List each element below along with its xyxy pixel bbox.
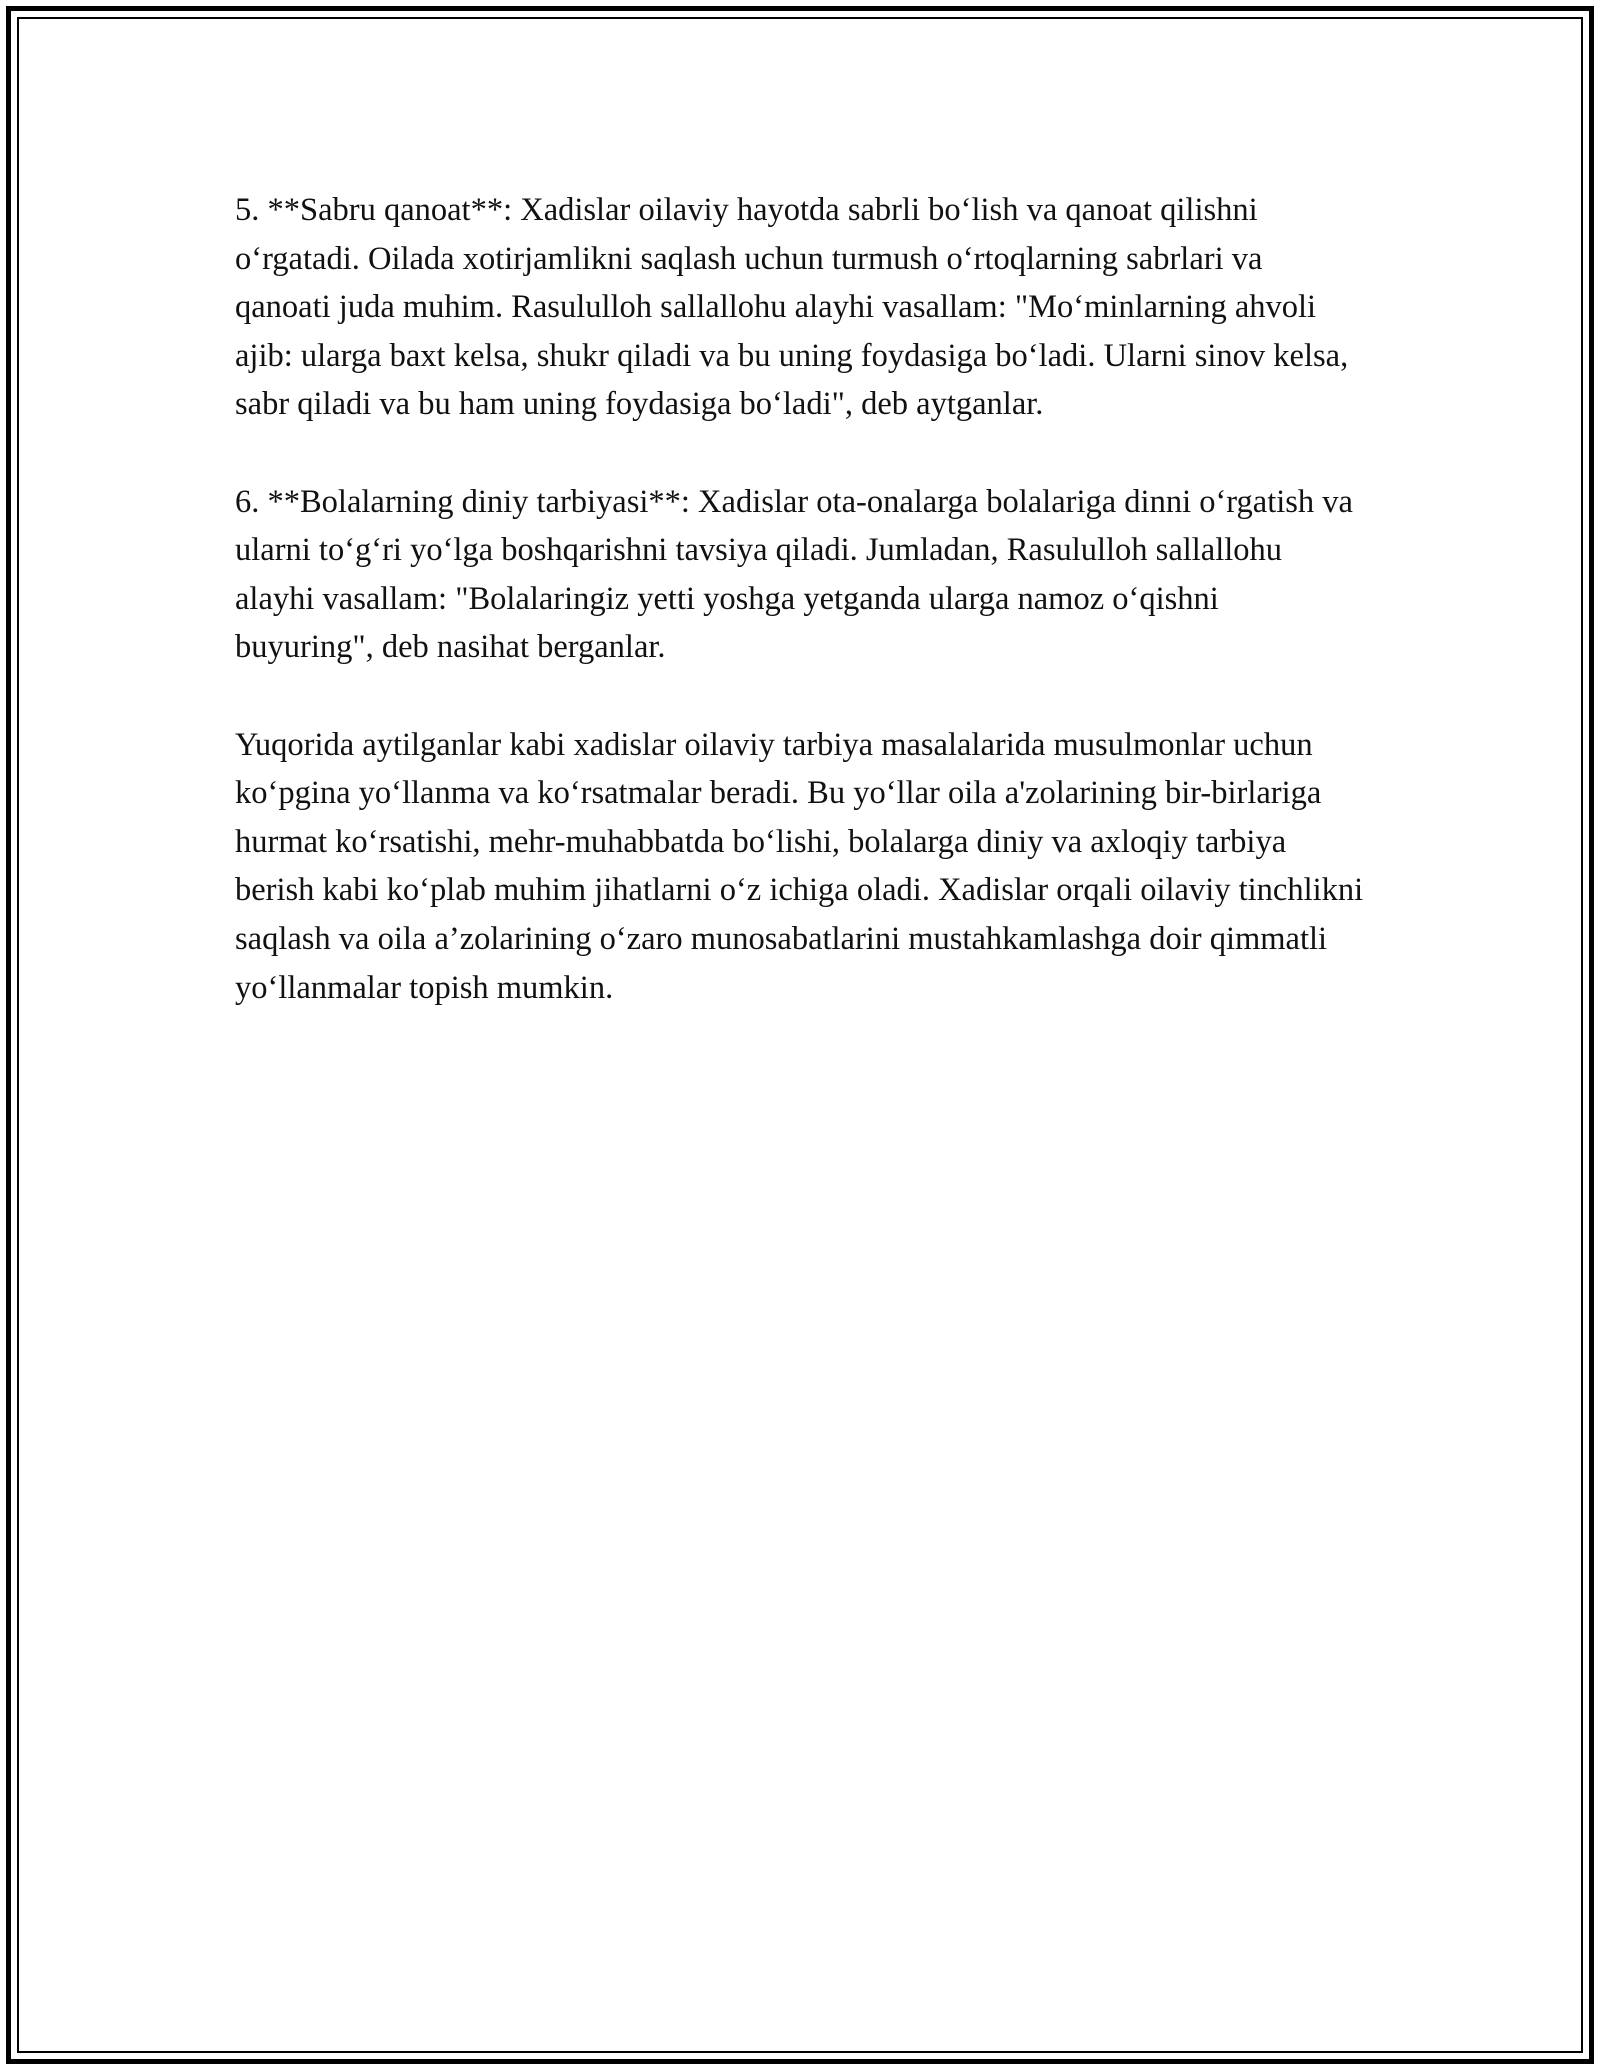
paragraph-sabru-qanoat: 5. **Sabru qanoat**: Xadislar oilaviy hayotda sabrli bo‘lish va qanoat qilishni o‘rgatadi. Oilada xotirjamlikni saqlash uchun turmush o‘rtoqlarning sabrlari va qanoati juda muhim. Rasululloh sallallohu alayhi vasallam: "Mo‘minlarning ahvoli ajib: ularga baxt kelsa, shukr qiladi va bu uning foydasiga bo‘ladi. Ularni sinov kelsa, sabr qiladi va bu ham uning foydasiga bo‘ladi", deb aytganlar.: [235, 192, 1349, 423]
paragraph-bolalarning-diniy-tarbiyasi: 6. **Bolalarning diniy tarbiyasi**: Xadislar ota-onalarga bolalariga dinni o‘rgatish va ularni to‘g‘ri yo‘lga boshqarishni tavsiya qiladi. Jumladan, Rasululloh sallallohu alayhi vasallam: "Bolalaringiz yetti yoshga yetganda ularga namoz o‘qishni buyuring", deb nasihat berganlar.: [235, 483, 1353, 666]
document-body: [235, 186, 1365, 1061]
paragraph-conclusion: Yuqorida aytilganlar kabi xadislar oilaviy tarbiya masalalarida musulmonlar uchun ko‘pgina yo‘llanma va ko‘rsatmalar beradi. Bu yo‘llar oila a'zolarining bir-birlariga hurmat ko‘rsatishi, mehr-muhabbatda bo‘lishi, bolalarga diniy va axloqiy tarbiya berish kabi ko‘plab muhim jihatlarni o‘z ichiga oladi. Xadislar orqali oilaviy tinchlikni saqlash va oila a’zolarining o‘zaro munosabatlarini mustahkamlashga doir qimmatli yo‘llanmalar topish mumkin.: [235, 726, 1364, 1006]
